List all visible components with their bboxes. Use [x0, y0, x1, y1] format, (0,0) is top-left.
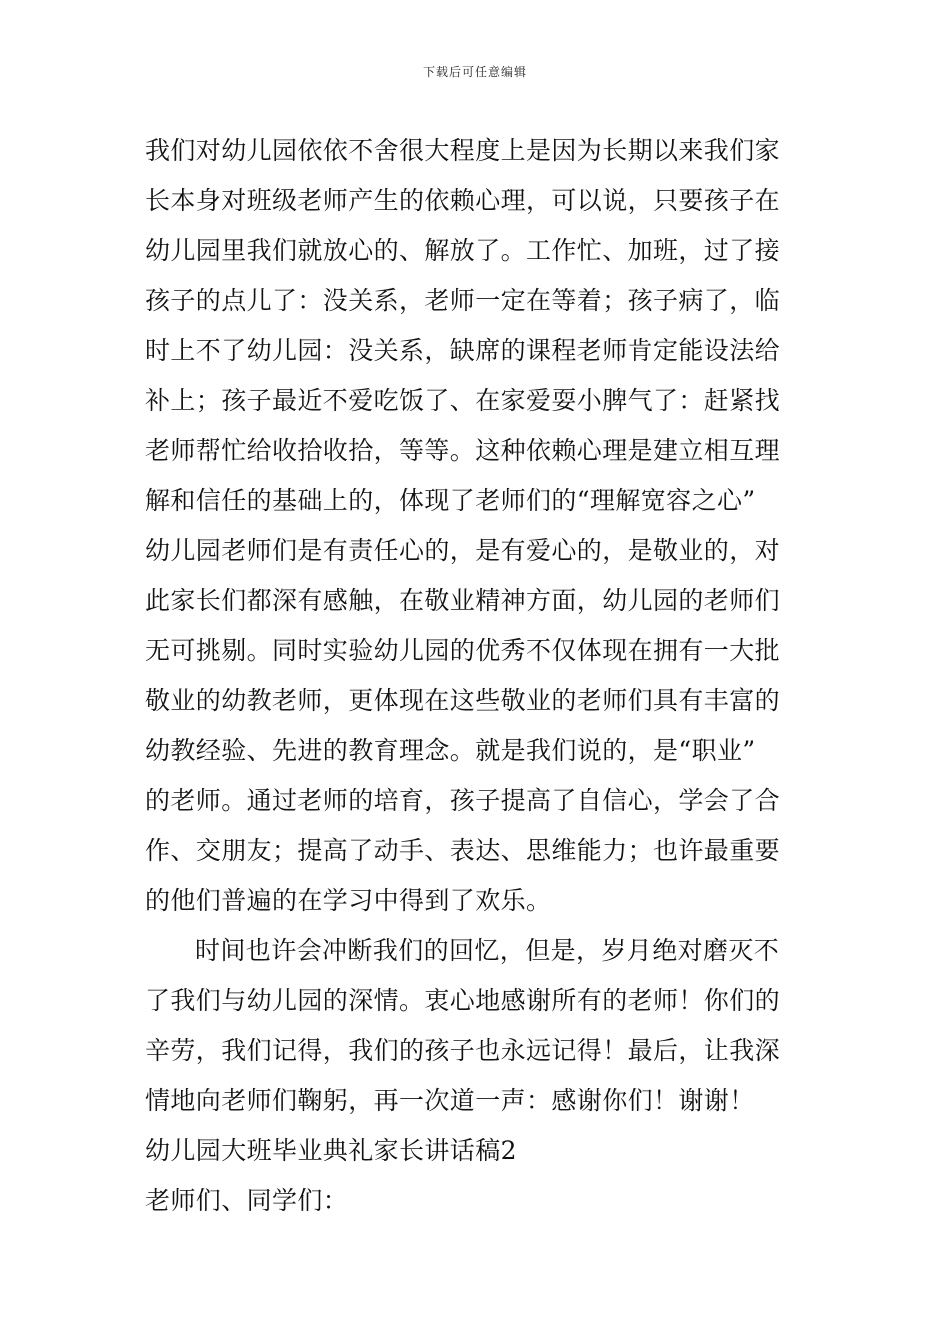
text-line: 老师帮忙给收拾收拾，等等。这种依赖心理是建立相互理	[145, 436, 781, 465]
text-line: 时上不了幼儿园：没关系，缺席的课程老师肯定能设法给	[145, 336, 781, 365]
text-line: 了我们与幼儿园的深情。衷心地感谢所有的老师！你们的	[145, 986, 781, 1015]
text-line: 补上；孩子最近不爱吃饭了、在家爱耍小脾气了：赶紧找	[145, 386, 781, 415]
text-line: 作、交朋友；提高了动手、表达、思维能力；也许最重要	[145, 836, 781, 865]
text-line: 无可挑剔。同时实验幼儿园的优秀不仅体现在拥有一大批	[145, 636, 781, 665]
text-line: 幼儿园里我们就放心的、解放了。工作忙、加班，过了接	[145, 236, 781, 265]
text-line: 的他们普遍的在学习中得到了欢乐。	[145, 886, 552, 915]
text-line: 敬业的幼教老师，更体现在这些敬业的老师们具有丰富的	[145, 686, 781, 715]
text-line: 的老师。通过老师的培育，孩子提高了自信心，学会了合	[145, 786, 781, 815]
document-body	[145, 126, 810, 1226]
text-line: 孩子的点儿了：没关系，老师一定在等着；孩子病了，临	[145, 286, 781, 315]
text-line: 幼儿园老师们是有责任心的，是有爱心的，是敬业的，对	[145, 536, 781, 565]
text-line: 我们对幼儿园依依不舍很大程度上是因为长期以来我们家	[145, 136, 781, 165]
text-line: 辛劳，我们记得，我们的孩子也永远记得！最后，让我深	[145, 1036, 781, 1065]
section-title: 幼儿园大班毕业典礼家长讲话稿2	[145, 1136, 517, 1165]
text-line: 此家长们都深有感触，在敬业精神方面，幼儿园的老师们	[145, 586, 781, 615]
text-line: 解和信任的基础上的，体现了老师们的“理解宽容之心”	[145, 486, 756, 515]
paragraph-first-line: 时间也许会冲断我们的回忆，但是，岁月绝对磨灭不	[195, 936, 780, 965]
text-line: 幼教经验、先进的教育理念。就是我们说的，是“职业”	[145, 736, 756, 765]
text-line: 情地向老师们鞠躬，再一次道一声：感谢你们！谢谢！	[145, 1086, 755, 1115]
text-line: 长本身对班级老师产生的依赖心理，可以说，只要孩子在	[145, 186, 781, 215]
salutation: 老师们、同学们：	[145, 1186, 349, 1215]
page-header: 下载后可任意编辑	[422, 65, 527, 79]
